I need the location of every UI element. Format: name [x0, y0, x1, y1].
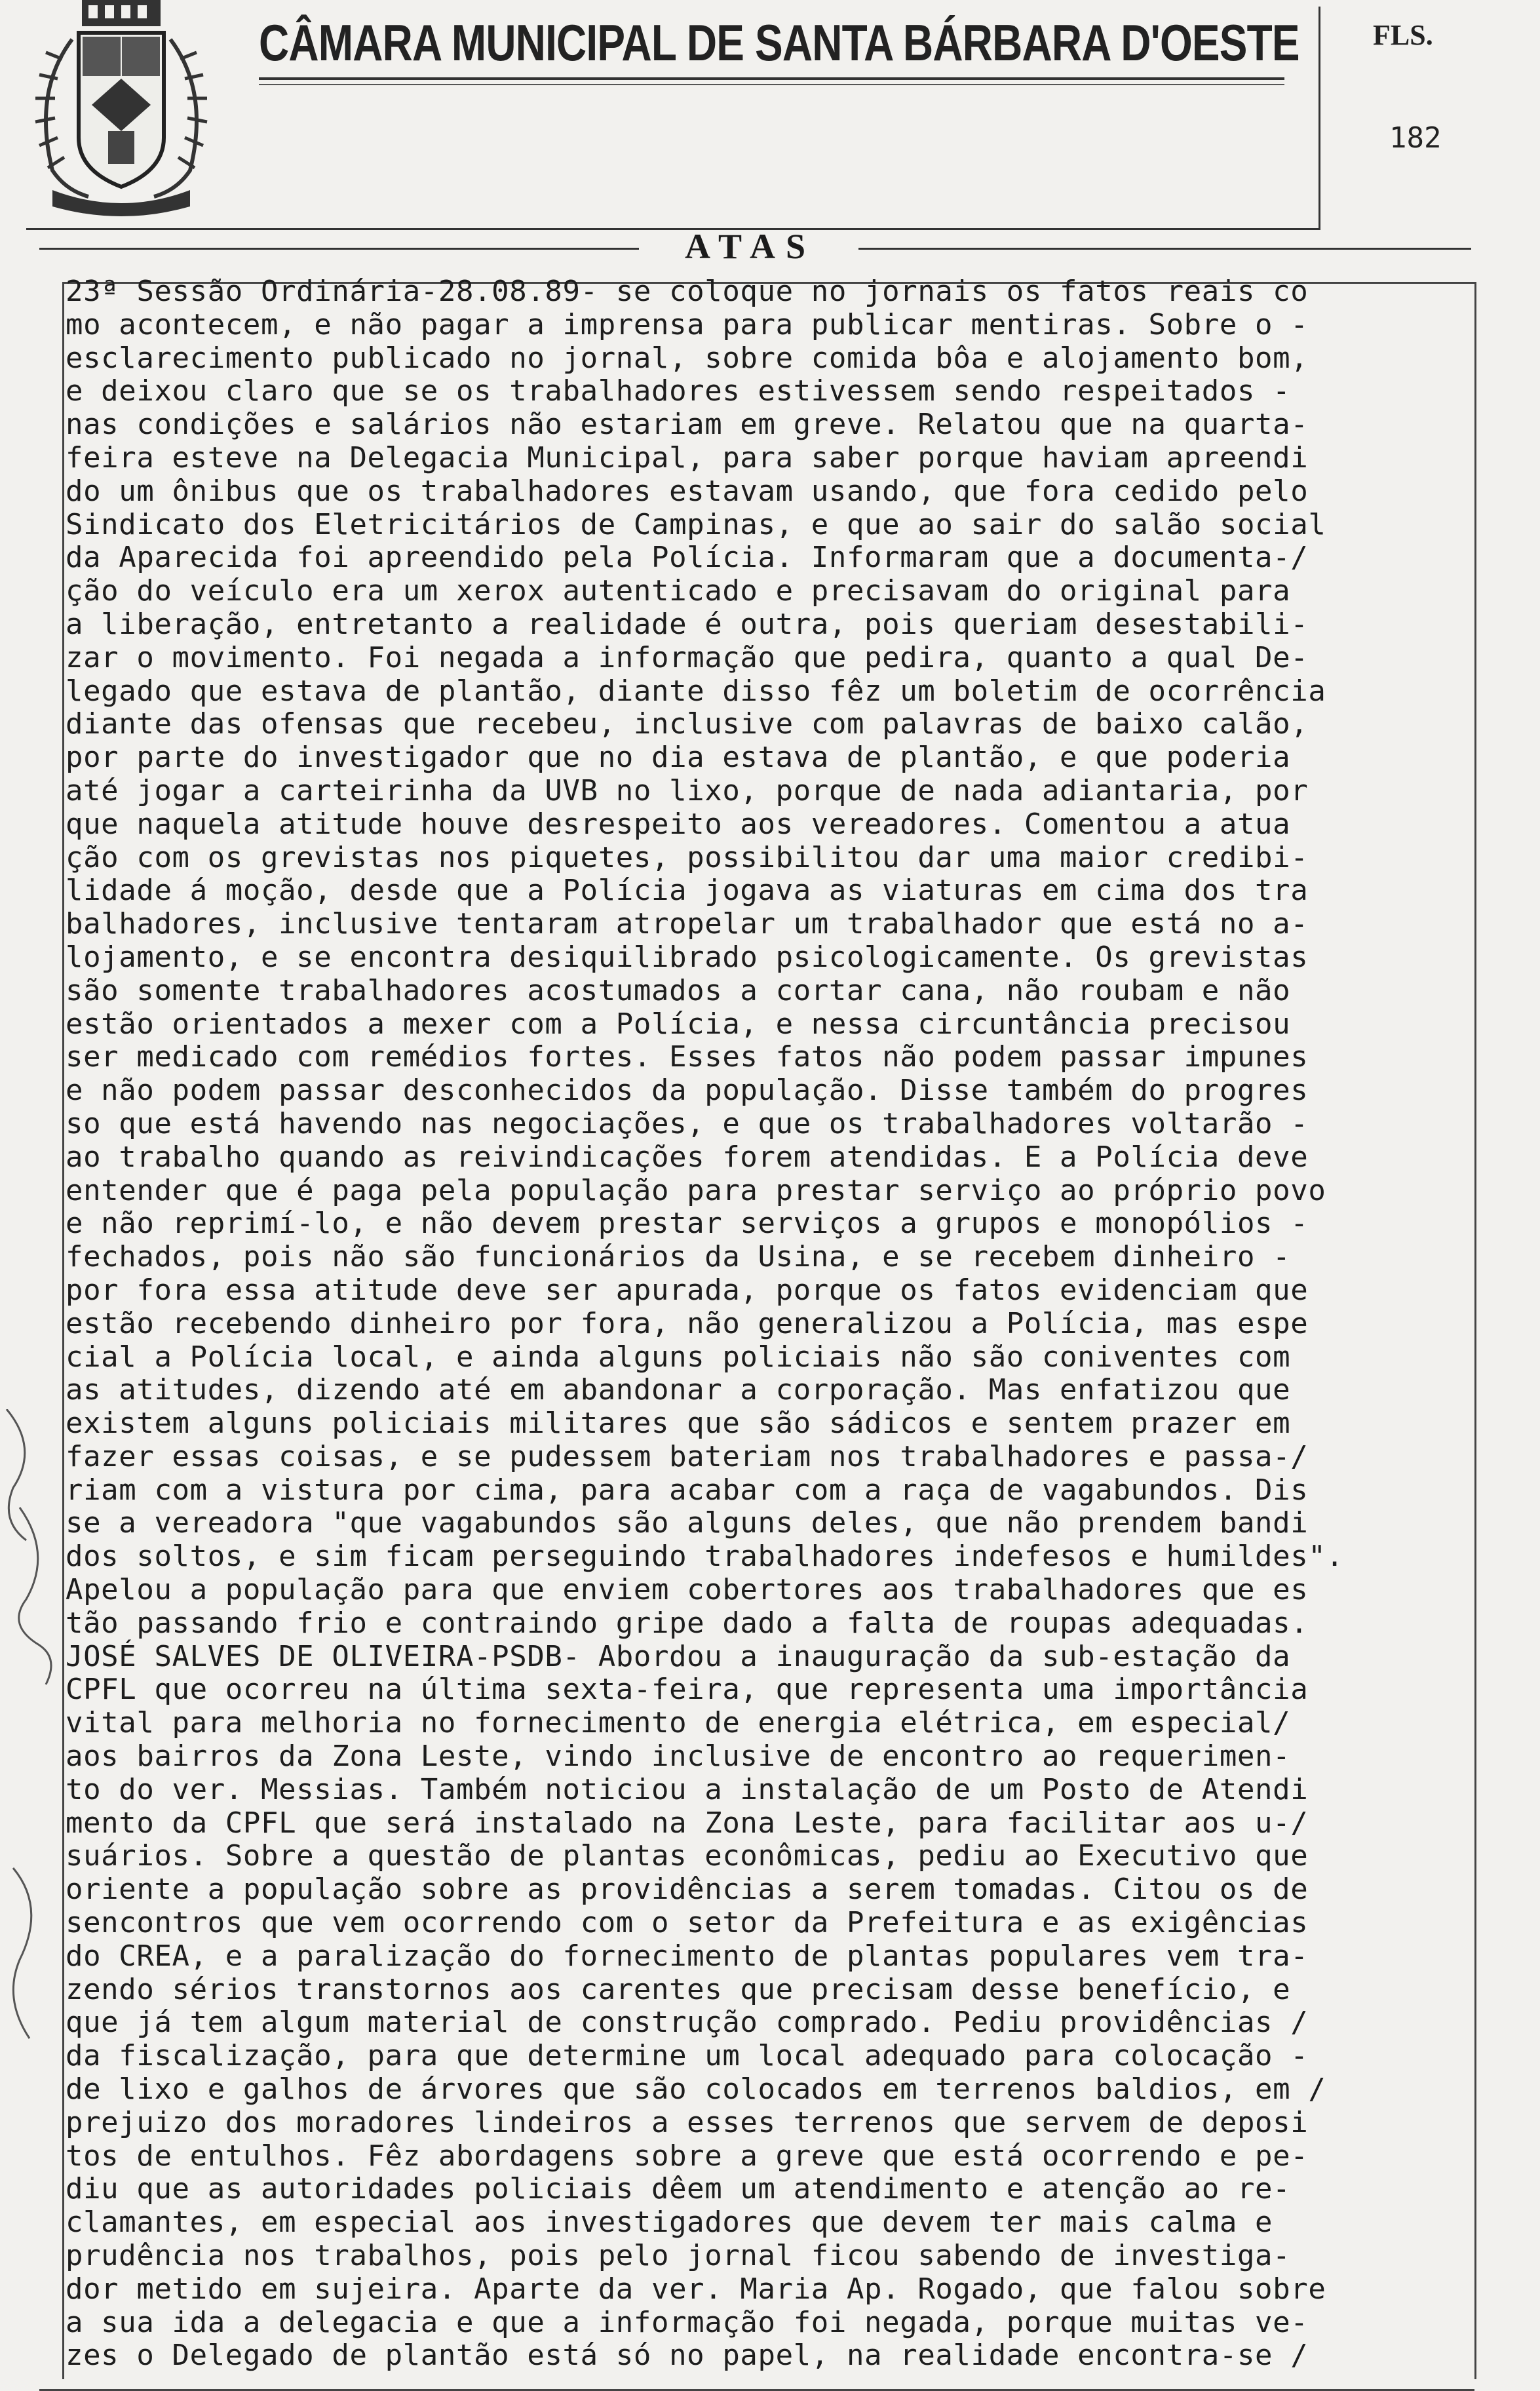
minutes-line: Sindicato dos Eletricitários de Campinas, e que ao sair do salão social	[66, 507, 1326, 541]
minutes-line: JOSÉ SALVES DE OLIVEIRA-PSDB- Abordou a inauguração da sub-estação da	[66, 1639, 1291, 1673]
minutes-line: que já tem algum material de construção comprado. Pediu providências /	[66, 2006, 1309, 2040]
text-frame-left	[62, 282, 64, 2379]
minutes-line: tos de entulhos. Fêz abordagens sobre a greve que está ocorrendo e pe-	[66, 2139, 1309, 2173]
title-underline	[259, 77, 1284, 80]
minutes-body	[66, 275, 1481, 2373]
section-rule-right	[858, 248, 1471, 250]
minutes-line: suários. Sobre a questão de plantas econômicas, pediu ao Executivo que	[66, 1839, 1309, 1873]
minutes-line: estão recebendo dinheiro por fora, não generalizou a Polícia, mas espe	[66, 1306, 1309, 1340]
minutes-line: por parte do investigador que no dia estava de plantão, e que poderia	[66, 741, 1291, 775]
minutes-line: a liberação, entretanto a realidade é outra, pois queriam desestabili-	[66, 607, 1309, 641]
organization-title: CÂMARA MUNICIPAL DE SANTA BÁRBARA D'OESTE	[259, 14, 1299, 71]
minutes-line: diu que as autoridades policiais dêem um atendimento e atenção ao re-	[66, 2172, 1291, 2206]
minutes-line: zendo sérios transtornos aos carentes que precisam desse benefício, e	[66, 1972, 1291, 2006]
section-rule-left	[39, 248, 639, 250]
minutes-line: do CREA, e a paralização do fornecimento de plantas populares vem tra-	[66, 1939, 1309, 1973]
minutes-line: cial a Polícia local, e ainda alguns policiais não são coniventes com	[66, 1340, 1291, 1374]
minutes-line: fechados, pois não são funcionários da Usina, e se recebem dinheiro -	[66, 1240, 1291, 1274]
minutes-line: dor metido em sujeira. Aparte da ver. Maria Ap. Rogado, que falou sobre	[66, 2272, 1326, 2306]
section-title: ATAS	[684, 227, 817, 266]
minutes-line: ser medicado com remédios fortes. Esses fatos não podem passar impunes	[66, 1040, 1309, 1074]
minutes-line: prudência nos trabalhos, pois pelo jornal ficou sabendo de investiga-	[66, 2239, 1291, 2273]
minutes-line: nas condições e salários não estariam em greve. Relatou que na quarta-	[66, 408, 1309, 442]
minutes-line: fazer essas coisas, e se pudessem bateriam nos trabalhadores e passa-/	[66, 1439, 1309, 1473]
minutes-line: 23ª Sessão Ordinária-28.08.89- se coloque no jornais os fatos reais co	[66, 275, 1309, 308]
minutes-line: prejuizo dos moradores lindeiros a esses terrenos que servem de deposi	[66, 2105, 1309, 2139]
minutes-line: esclarecimento publicado no jornal, sobre comida bôa e alojamento bom,	[66, 341, 1309, 375]
minutes-line: legado que estava de plantão, diante disso fêz um boletim de ocorrência	[66, 674, 1326, 708]
minutes-line: são somente trabalhadores acostumados a cortar cana, não roubam e não	[66, 973, 1291, 1007]
minutes-line: existem alguns policiais militares que são sádicos e sentem prazer em	[66, 1407, 1291, 1441]
minutes-line: entender que é paga pela população para prestar serviço ao próprio povo	[66, 1173, 1326, 1207]
minutes-line: ção com os grevistas nos piquetes, possibilitou dar uma maior credibi-	[66, 840, 1309, 874]
minutes-line: ção do veículo era um xerox autenticado e precisavam do original para	[66, 574, 1291, 608]
minutes-line: sencontros que vem ocorrendo com o setor da Prefeitura e as exigências	[66, 1906, 1309, 1940]
minutes-line: da fiscalização, para que determine um local adequado para colocação -	[66, 2039, 1309, 2073]
minutes-line: de lixo e galhos de árvores que são colocados em terrenos baldios, em /	[66, 2072, 1326, 2107]
minutes-line: aos bairros da Zona Leste, vindo inclusive de encontro ao requerimen-	[66, 1740, 1291, 1774]
minutes-line: estão orientados a mexer com a Polícia, e nessa circuntância precisou	[66, 1007, 1291, 1041]
minutes-line: zes o Delegado de plantão está só no papel, na realidade encontra-se /	[66, 2339, 1309, 2373]
title-underline-thin	[259, 84, 1284, 85]
minutes-line: CPFL que ocorreu na última sexta-feira, que representa uma importância	[66, 1673, 1309, 1707]
folio-number: 182	[1389, 121, 1442, 155]
minutes-line: lidade á moção, desde que a Polícia jogava as viaturas em cima dos tra	[66, 874, 1309, 908]
minutes-line: mento da CPFL que será instalado na Zona Leste, para facilitar aos u-/	[66, 1806, 1309, 1840]
minutes-line: que naquela atitude houve desrespeito aos vereadores. Comentou a atua	[66, 807, 1291, 841]
minutes-line: so que está havendo nas negociações, e que os trabalhadores voltarão -	[66, 1106, 1309, 1140]
minutes-line: feira esteve na Delegacia Municipal, para saber porque haviam apreendi	[66, 440, 1309, 475]
minutes-line: a sua ida a delegacia e que a informação foi negada, porque muitas ve-	[66, 2305, 1309, 2339]
minutes-line: da Aparecida foi apreendido pela Polícia. Informaram que a documenta-/	[66, 541, 1309, 575]
minutes-line: as atitudes, dizendo até em abandonar a corporação. Mas enfatizou que	[66, 1373, 1291, 1407]
minutes-line: e não reprimí-lo, e não devem prestar serviços a grupos e monopólios -	[66, 1207, 1309, 1241]
minutes-line: zar o movimento. Foi negada a informação que pedira, quanto a qual De-	[66, 640, 1309, 674]
minutes-line: lojamento, e se encontra desiquilibrado psicologicamente. Os grevistas	[66, 940, 1309, 974]
margin-signature-icon	[0, 1409, 66, 2065]
minutes-line: Apelou a população para que enviem cobertores aos trabalhadores que es	[66, 1573, 1309, 1607]
minutes-line: por fora essa atitude deve ser apurada, porque os fatos evidenciam que	[66, 1273, 1309, 1307]
minutes-line: riam com a vistura por cima, para acabar com a raça de vagabundos. Dis	[66, 1473, 1309, 1507]
minutes-line: tão passando frio e contraindo gripe dado a falta de roupas adequadas.	[66, 1606, 1309, 1640]
minutes-line: e deixou claro que se os trabalhadores estivessem sendo respeitados -	[66, 374, 1291, 408]
minutes-line: do um ônibus que os trabalhadores estavam usando, que fora cedido pelo	[66, 474, 1309, 508]
minutes-line: e não podem passar desconhecidos da população. Disse também do progres	[66, 1074, 1309, 1108]
minutes-line: até jogar a carteirinha da UVB no lixo, porque de nada adiantaria, por	[66, 773, 1309, 807]
folio-box-divider	[1319, 7, 1320, 229]
minutes-line: diante das ofensas que recebeu, inclusive com palavras de baixo calão,	[66, 707, 1309, 741]
minutes-line: se a vereadora "que vagabundos são alguns deles, que não prendem bandi	[66, 1506, 1309, 1540]
municipal-coat-of-arms-icon	[26, 0, 216, 216]
minutes-line: clamantes, em especial aos investigadores que devem ter mais calma e	[66, 2206, 1273, 2240]
minutes-line: mo acontecem, e não pagar a imprensa para publicar mentiras. Sobre o -	[66, 307, 1309, 341]
minutes-line: oriente a população sobre as providências a serem tomadas. Citou os de	[66, 1873, 1309, 1907]
fls-label: FLS.	[1373, 19, 1433, 51]
minutes-line: ao trabalho quando as reivindicações forem atendidas. E a Polícia deve	[66, 1140, 1309, 1174]
minutes-line: balhadores, inclusive tentaram atropelar um trabalhador que está no a-	[66, 907, 1309, 941]
minutes-line: vital para melhoria no fornecimento de energia elétrica, em especial/	[66, 1706, 1291, 1740]
minutes-line: to do ver. Messias. Também noticiou a instalação de um Posto de Atendi	[66, 1772, 1309, 1806]
minutes-line: dos soltos, e sim ficam perseguindo trabalhadores indefesos e humildes".	[66, 1540, 1344, 1574]
